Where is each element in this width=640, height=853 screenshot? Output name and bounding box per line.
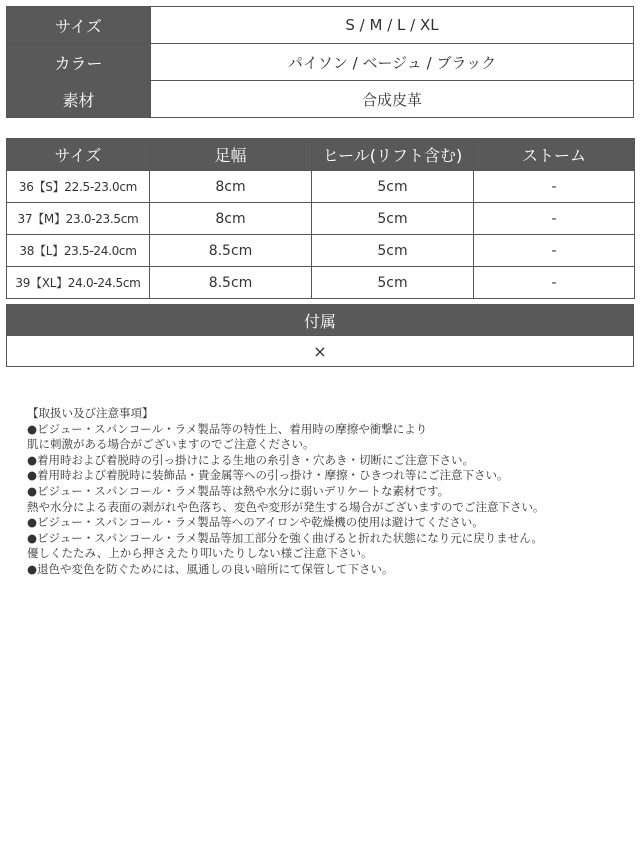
table-row — [7, 235, 635, 267]
header-size: サイズ — [7, 139, 150, 171]
table-row — [7, 171, 635, 203]
size-table — [6, 138, 635, 299]
spec-row-color — [7, 44, 634, 81]
spec-value: パイソン / ベージュ / ブラック — [151, 44, 634, 81]
heel-cell: 5cm — [312, 171, 474, 203]
header-heel: ヒール(リフト含む) — [312, 139, 474, 171]
storm-cell: - — [474, 171, 635, 203]
note-line: 熱や水分による表面の剥がれや色落ち、変色や変形が発生する場合がございますのでご注意下さい。 — [27, 499, 545, 514]
spec-value: S / M / L / XL — [151, 7, 634, 44]
size-cell: 36【S】22.5-23.0cm — [7, 171, 150, 203]
accessories-table — [6, 304, 634, 367]
spec-row-size — [7, 7, 634, 44]
spec-table — [6, 6, 634, 118]
spec-row-material — [7, 81, 634, 118]
header-storm: ストーム — [474, 139, 635, 171]
storm-cell: - — [474, 267, 635, 299]
heel-cell: 5cm — [312, 267, 474, 299]
accessories-header-row — [7, 305, 634, 336]
storm-cell: - — [474, 203, 635, 235]
note-line: ●着用時および着脱時の引っ掛けによる生地の糸引き・穴あき・切断にご注意下さい。 — [27, 452, 475, 467]
spec-label: 素材 — [7, 81, 151, 118]
note-line: 肌に刺激がある場合がございますのでご注意ください。 — [27, 437, 315, 452]
foot-width-cell: 8cm — [150, 203, 312, 235]
table-row — [7, 267, 635, 299]
note-line: ●着用時および着脱時に装飾品・貴金属等への引っ掛け・摩擦・ひきつれ等にご注意下さい。 — [27, 468, 509, 483]
accessories-value: × — [7, 336, 634, 367]
heel-cell: 5cm — [312, 235, 474, 267]
storm-cell: - — [474, 235, 635, 267]
note-line: ●退色や変色を防ぐためには、風通しの良い暗所にて保管して下さい。 — [27, 561, 394, 576]
foot-width-cell: 8cm — [150, 171, 312, 203]
header-foot-width: 足幅 — [150, 139, 312, 171]
notes-title: 【取扱い及び注意事項】 — [27, 406, 154, 420]
table-row — [7, 203, 635, 235]
size-cell: 38【L】23.5-24.0cm — [7, 235, 150, 267]
accessories-header: 付属 — [7, 305, 634, 336]
heel-cell: 5cm — [312, 203, 474, 235]
care-notes — [27, 406, 637, 578]
note-line: ●ビジュー・スパンコール・ラメ製品等の特性上、着用時の摩擦や衝撃により — [27, 421, 428, 436]
spec-value: 合成皮革 — [151, 81, 634, 118]
note-line: 優しくたたみ、上から押さえたり叩いたりしない様ご注意下さい。 — [27, 546, 373, 561]
foot-width-cell: 8.5cm — [150, 267, 312, 299]
note-line: ●ビジュー・スパンコール・ラメ製品等加工部分を強く曲げると折れた状態になり元に戻りません。 — [27, 530, 543, 545]
note-line: ●ビジュー・スパンコール・ラメ製品等へのアイロンや乾燥機の使用は避けてください。 — [27, 515, 484, 530]
spec-label: サイズ — [7, 7, 151, 44]
note-line: ●ビジュー・スパンコール・ラメ製品等は熱や水分に弱いデリケートな素材です。 — [27, 483, 450, 498]
accessories-value-row — [7, 336, 634, 367]
size-cell: 39【XL】24.0-24.5cm — [7, 267, 150, 299]
size-header-row — [7, 139, 635, 171]
size-cell: 37【M】23.0-23.5cm — [7, 203, 150, 235]
foot-width-cell: 8.5cm — [150, 235, 312, 267]
spec-label: カラー — [7, 44, 151, 81]
